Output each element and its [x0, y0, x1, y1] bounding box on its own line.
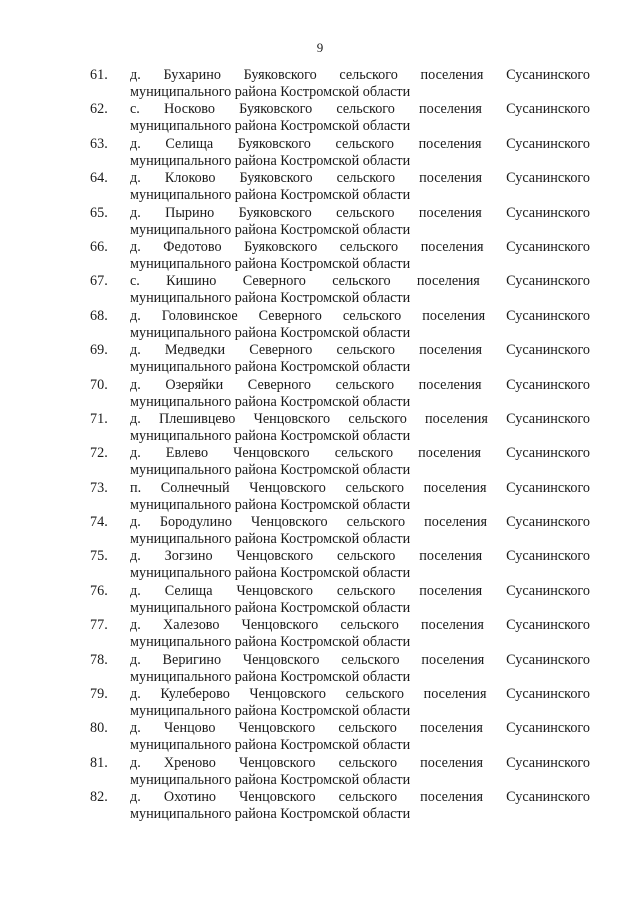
item-number: 69.: [90, 342, 108, 359]
item-line-2: муниципального района Костромской области: [130, 221, 411, 238]
item-line-2: муниципального района Костромской области: [130, 703, 411, 720]
list-item: [90, 548, 590, 582]
item-number: 64.: [90, 170, 108, 187]
item-number: 77.: [90, 617, 108, 634]
item-number: 79.: [90, 686, 108, 703]
item-line-1: д. Медведки Северного сельского поселения Сусанинского: [130, 342, 590, 359]
settlement-list: [90, 67, 590, 824]
item-number: 76.: [90, 582, 108, 599]
item-number: 71.: [90, 410, 108, 427]
item-number: 81.: [90, 754, 108, 771]
item-text: [130, 239, 590, 273]
item-line-2: муниципального района Костромской области: [130, 668, 411, 685]
item-line-2: муниципального района Костромской области: [130, 187, 411, 204]
item-line-1: с. Носково Буяковского сельского поселения Сусанинского: [130, 101, 590, 118]
list-item: [90, 170, 590, 204]
item-line-2: муниципального района Костромской области: [130, 84, 411, 100]
item-number: 68.: [90, 307, 108, 324]
item-line-1: д. Федотово Буяковского сельского поселения Сусанинского: [130, 238, 590, 255]
item-text: [130, 789, 590, 823]
list-item: [90, 273, 590, 307]
item-text: [130, 720, 590, 754]
item-text: [130, 480, 590, 514]
list-item: [90, 583, 590, 617]
item-line-1: д. Евлево Ченцовского сельского поселения Сусанинского: [130, 445, 590, 462]
item-line-2: муниципального района Костромской области: [130, 531, 411, 548]
item-line-2: муниципального района Костромской области: [130, 255, 411, 272]
item-number: 72.: [90, 445, 108, 462]
item-number: 61.: [90, 67, 108, 83]
item-line-1: д. Головинское Северного сельского поселения Сусанинского: [130, 307, 590, 324]
item-text: [130, 273, 590, 307]
item-line-2: муниципального района Костромской области: [130, 771, 411, 788]
item-number: 70.: [90, 376, 108, 393]
item-line-2: муниципального района Костромской области: [130, 152, 411, 169]
list-item: [90, 755, 590, 789]
item-line-1: д. Бухарино Буяковского сельского поселения Сусанинского: [130, 67, 590, 83]
list-item: [90, 720, 590, 754]
item-number: 67.: [90, 273, 108, 290]
item-number: 66.: [90, 238, 108, 255]
list-item: [90, 136, 590, 170]
item-line-1: д. Кулеберово Ченцовского сельского поселения Сусанинского: [130, 686, 590, 703]
item-line-2: муниципального района Костромской области: [130, 393, 411, 410]
list-item: [90, 308, 590, 342]
item-text: [130, 548, 590, 582]
list-item: [90, 411, 590, 445]
item-number: 78.: [90, 651, 108, 668]
item-line-1: д. Пырино Буяковского сельского поселения Сусанинского: [130, 204, 590, 221]
item-line-1: с. Кишино Северного сельского поселения Сусанинского: [130, 273, 590, 290]
item-line-1: д. Ченцово Ченцовского сельского поселения Сусанинского: [130, 720, 590, 737]
list-item: [90, 686, 590, 720]
list-item: [90, 652, 590, 686]
item-line-2: муниципального района Костромской области: [130, 565, 411, 582]
item-line-1: д. Плешивцево Ченцовского сельского поселения Сусанинского: [130, 410, 590, 427]
item-text: [130, 377, 590, 411]
item-line-1: д. Охотино Ченцовского сельского поселения Сусанинского: [130, 789, 590, 806]
list-item: [90, 480, 590, 514]
item-line-1: д. Клоково Буяковского сельского поселения Сусанинского: [130, 170, 590, 187]
item-number: 82.: [90, 789, 108, 806]
list-item: [90, 789, 590, 823]
page-number: 9: [316, 40, 324, 55]
item-text: [130, 583, 590, 617]
item-text: [130, 514, 590, 548]
list-item: [90, 67, 590, 101]
item-line-1: д. Селища Буяковского сельского поселения Сусанинского: [130, 135, 590, 152]
item-line-2: муниципального района Костромской области: [130, 118, 411, 135]
list-item: [90, 205, 590, 239]
item-text: [130, 136, 590, 170]
item-line-1: д. Селища Ченцовского сельского поселения Сусанинского: [130, 582, 590, 599]
item-number: 73.: [90, 479, 108, 496]
item-line-1: д. Озеряйки Северного сельского поселения Сусанинского: [130, 376, 590, 393]
item-text: [130, 411, 590, 445]
list-item: [90, 445, 590, 479]
item-text: [130, 617, 590, 651]
item-text: [130, 652, 590, 686]
item-line-2: муниципального района Костромской области: [130, 290, 411, 307]
item-line-2: муниципального района Костромской области: [130, 359, 411, 376]
item-line-2: муниципального района Костромской области: [130, 496, 411, 513]
item-number: 62.: [90, 101, 108, 118]
list-item: [90, 101, 590, 135]
item-line-2: муниципального района Костромской области: [130, 427, 411, 444]
item-text: [130, 686, 590, 720]
list-item: [90, 239, 590, 273]
list-item: [90, 377, 590, 411]
item-line-1: д. Халезово Ченцовского сельского поселения Сусанинского: [130, 617, 590, 634]
item-line-2: муниципального района Костромской области: [130, 737, 411, 754]
item-text: [130, 308, 590, 342]
item-text: [130, 755, 590, 789]
item-text: [130, 170, 590, 204]
item-number: 63.: [90, 135, 108, 152]
item-text: [130, 205, 590, 239]
item-number: 75.: [90, 548, 108, 565]
item-line-2: муниципального района Костромской области: [130, 462, 411, 479]
item-number: 65.: [90, 204, 108, 221]
item-text: [130, 342, 590, 376]
list-item: [90, 342, 590, 376]
item-line-1: д. Зогзино Ченцовского сельского поселения Сусанинского: [130, 548, 590, 565]
item-text: [130, 67, 590, 101]
item-line-1: д. Бородулино Ченцовского сельского поселения Сусанинского: [130, 514, 590, 531]
item-text: [130, 101, 590, 135]
item-line-1: п. Солнечный Ченцовского сельского поселения Сусанинского: [130, 479, 590, 496]
item-number: 74.: [90, 514, 108, 531]
item-line-1: д. Хреново Ченцовского сельского поселения Сусанинского: [130, 754, 590, 771]
item-line-2: муниципального района Костромской области: [130, 806, 411, 823]
item-text: [130, 445, 590, 479]
item-line-1: д. Веригино Ченцовского сельского поселения Сусанинского: [130, 651, 590, 668]
item-line-2: муниципального района Костромской области: [130, 599, 411, 616]
list-item: [90, 617, 590, 651]
item-line-2: муниципального района Костромской области: [130, 324, 411, 341]
item-line-2: муниципального района Костромской области: [130, 634, 411, 651]
list-item: [90, 514, 590, 548]
item-number: 80.: [90, 720, 108, 737]
